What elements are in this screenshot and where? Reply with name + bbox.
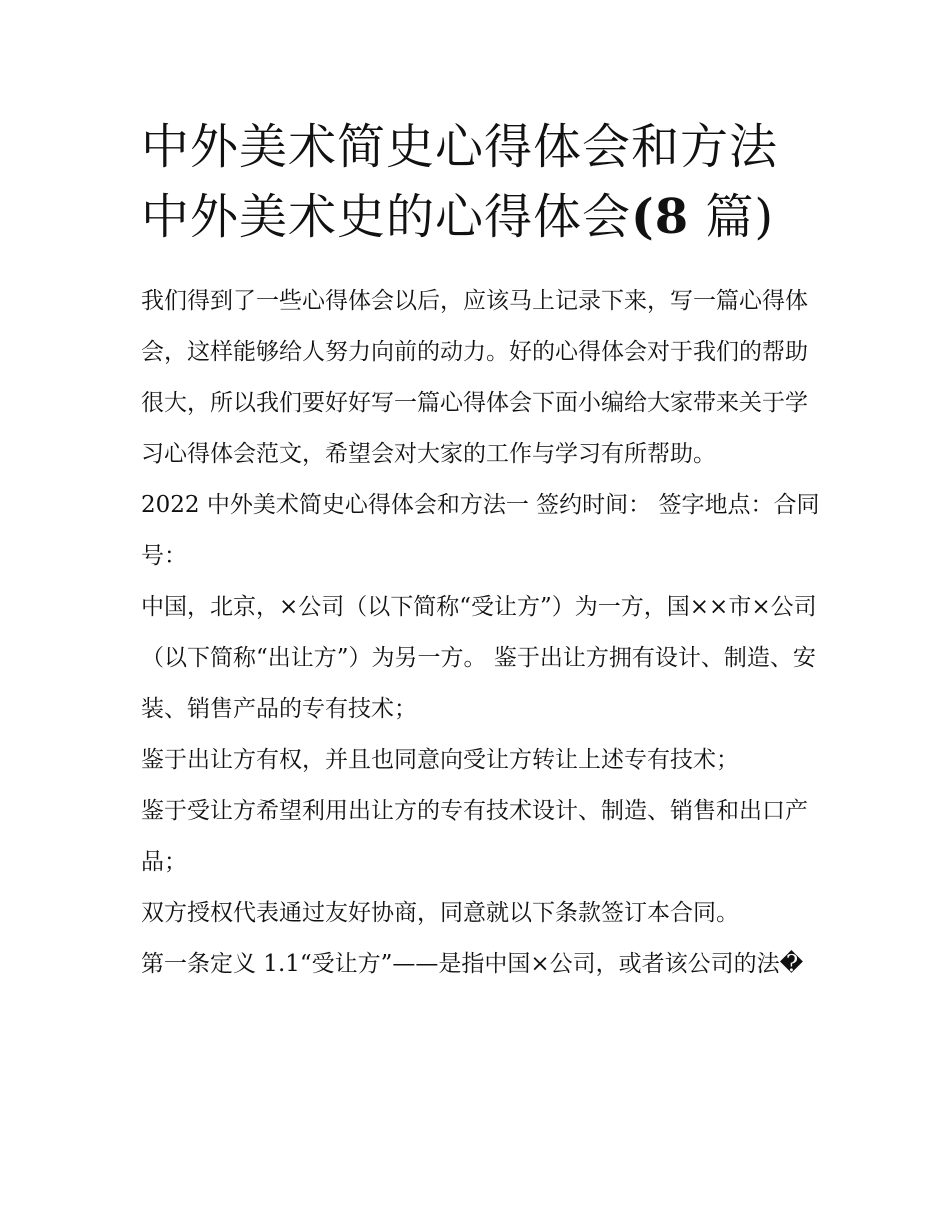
recital-paragraph-1: 鉴于出让方有权，并且也同意向受让方转让上述专有技术； bbox=[141, 747, 739, 773]
title-line-2 bbox=[141, 182, 821, 252]
document-title bbox=[141, 112, 821, 252]
agreement-paragraph: 双方授权代表通过友好协商，同意就以下条款签订本合同。 bbox=[141, 900, 739, 926]
document-page bbox=[141, 112, 821, 990]
contract-header-paragraph: 2022 中外美术简史心得体会和方法一 签约时间： 签字地点：合同号： bbox=[141, 492, 820, 569]
title-line-1: 中外美术简史心得体会和方法 bbox=[141, 119, 779, 175]
definition-paragraph: 第一条定义 1.1“受让方”——是指中国×公司，或者该公司的法� bbox=[141, 951, 804, 977]
title-count-bold: (8 bbox=[631, 189, 690, 245]
document-body bbox=[141, 276, 821, 990]
parties-paragraph: 中国，北京，×公司（以下简称“受让方”）为一方，国××市×公司（以下简称“出让方”）为另一方。 鉴于出让方拥有设计、制造、安装、销售产品的专有技术； bbox=[141, 594, 817, 722]
title-count-suffix: 篇) bbox=[689, 189, 775, 245]
title-line-2-text: 中外美术史的心得体会 bbox=[141, 189, 632, 245]
recital-paragraph-2: 鉴于受让方希望利用出让方的专有技术设计、制造、销售和出口产品； bbox=[141, 798, 808, 875]
intro-paragraph: 我们得到了一些心得体会以后，应该马上记录下来，写一篇心得体会，这样能够给人努力向前的动力。好的心得体会对于我们的帮助很大，所以我们要好好写一篇心得体会下面小编给大家带来关于学习心得体会范文，希望会对大家的工作与学习有所帮助。 bbox=[141, 288, 808, 467]
